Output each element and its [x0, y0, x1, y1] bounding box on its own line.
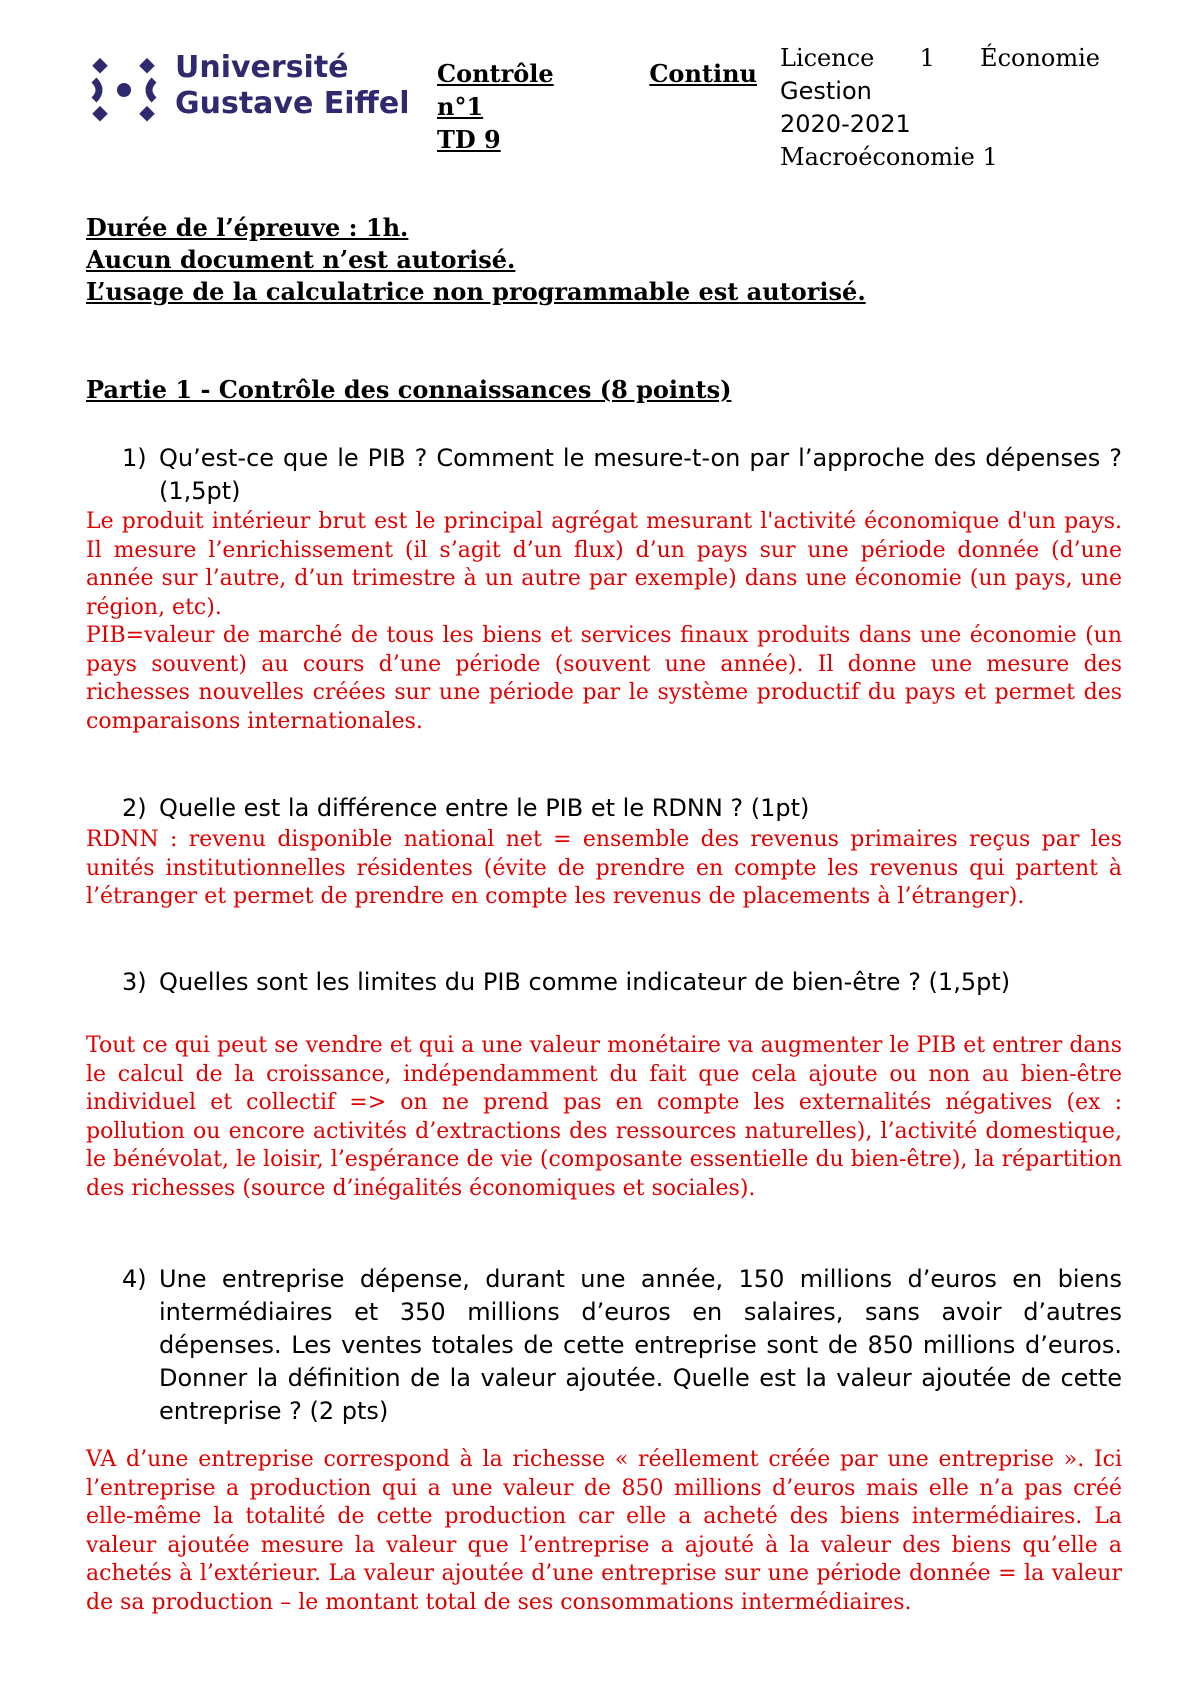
answer-paragraph: Le produit intérieur brut est le principal agrégat mesurant l'activité économique d'un pays. Il mesure l’enrichissement (il s’agit d’un flux) d’un pays sur une période donnée (d’une année sur l’autre, d’un trimestre à un autre par exemple) dans une économie (un pays, une région, etc). — [86, 509, 1122, 620]
course-word-2: 1 — [919, 44, 935, 72]
question-text: Quelles sont les limites du PIB comme indicateur de bien-être ? (1,5pt) — [159, 968, 1011, 996]
question-3 — [122, 966, 1122, 999]
logo-text — [175, 50, 409, 122]
rule-duration: Durée de l’épreuve : 1h. — [86, 213, 409, 242]
university-logo-icon — [90, 52, 170, 132]
control-title — [437, 57, 757, 156]
answer-2 — [86, 826, 1122, 912]
part-1-title: Partie 1 - Contrôle des connaissances (8 points) — [86, 375, 732, 404]
question-number: 2) — [122, 794, 147, 822]
question-number: 3) — [122, 968, 147, 996]
course-subject: Macroéconomie 1 — [780, 143, 998, 171]
answer-paragraph: VA d’une entreprise correspond à la richesse « réellement créée par une entreprise ». Ici l’entreprise a production qui a une valeur de 850 millions d’euros mais elle n’a pas créé elle-même la totalité de cette production car elle a acheté des biens intermédiaires. La valeur ajoutée mesure la valeur que l’entreprise a ajouté à la valeur des biens qu’elle a achetés à l’extérieur. La valeur ajoutée d’une entreprise sur une période donnée = la valeur de sa production – le montant total de ses consommations intermédiaires. — [86, 1447, 1122, 1615]
course-info — [780, 42, 1100, 174]
course-word-3: Économie — [980, 44, 1100, 72]
control-word-2: Continu — [649, 59, 757, 88]
question-text: Qu’est-ce que le PIB ? Comment le mesure-t-on par l’approche des dépenses ? (1,5pt) — [159, 444, 1122, 505]
rule-calculator: L’usage de la calculatrice non programmable est autorisé. — [86, 277, 866, 306]
answer-paragraph: PIB=valeur de marché de tous les biens et services finaux produits dans une économie (un pays souvent) au cours d’une période (souvent une année). Il donne une mesure des richesses nouvelles créées sur une période par le système productif du pays et permet des comparaisons internationales. — [86, 623, 1122, 734]
course-year: 2020-2021 — [780, 110, 911, 138]
question-2 — [122, 792, 1122, 825]
question-number: 1) — [122, 444, 147, 472]
rule-documents: Aucun document n’est autorisé. — [86, 245, 516, 274]
answer-1 — [86, 508, 1122, 736]
question-1 — [122, 442, 1122, 508]
university-logo — [90, 50, 410, 135]
answer-4 — [86, 1446, 1122, 1617]
answer-paragraph: Tout ce qui peut se vendre et qui a une valeur monétaire va augmenter le PIB et entrer dans le calcul de la croissance, indépendamment du fait que cela ajoute ou non au bien-être individuel et collectif => on ne prend pas en compte les externalités négatives (ex : pollution ou encore activités d’extractions des ressources naturelles), l’activité domestique, le bénévolat, le loisir, l’espérance de vie (composante essentielle du bien-être), la répartition des richesses (source d’inégalités économiques et sociales). — [86, 1033, 1122, 1201]
exam-rules — [86, 212, 866, 308]
answer-3 — [86, 1032, 1122, 1203]
control-td: TD 9 — [437, 125, 501, 154]
control-number: n°1 — [437, 92, 484, 121]
question-text: Une entreprise dépense, durant une année, 150 millions d’euros en biens intermédiaires et 350 millions d’euros en salaires, sans avoir d’autres dépenses. Les ventes totales de cette entreprise sont de 850 millions d’euros. Donner la définition de la valeur ajoutée. Quelle est la valeur ajoutée de cette entreprise ? (2 pts) — [159, 1265, 1122, 1425]
course-word-1: Licence — [780, 44, 875, 72]
logo-line-2: Gustave Eiffel — [175, 86, 410, 121]
question-4 — [122, 1263, 1122, 1428]
course-track: Gestion — [780, 77, 872, 105]
answer-paragraph: RDNN : revenu disponible national net = ensemble des revenus primaires reçus par les unités institutionnelles résidentes (évite de prendre en compte les revenus qui partent à l’étranger et permet de prendre en compte les revenus de placements à l’étranger). — [86, 827, 1122, 909]
logo-line-1: Université — [175, 50, 349, 85]
question-number: 4) — [122, 1265, 147, 1293]
question-text: Quelle est la différence entre le PIB et le RDNN ? (1pt) — [159, 794, 810, 822]
control-word-1: Contrôle — [437, 59, 554, 88]
